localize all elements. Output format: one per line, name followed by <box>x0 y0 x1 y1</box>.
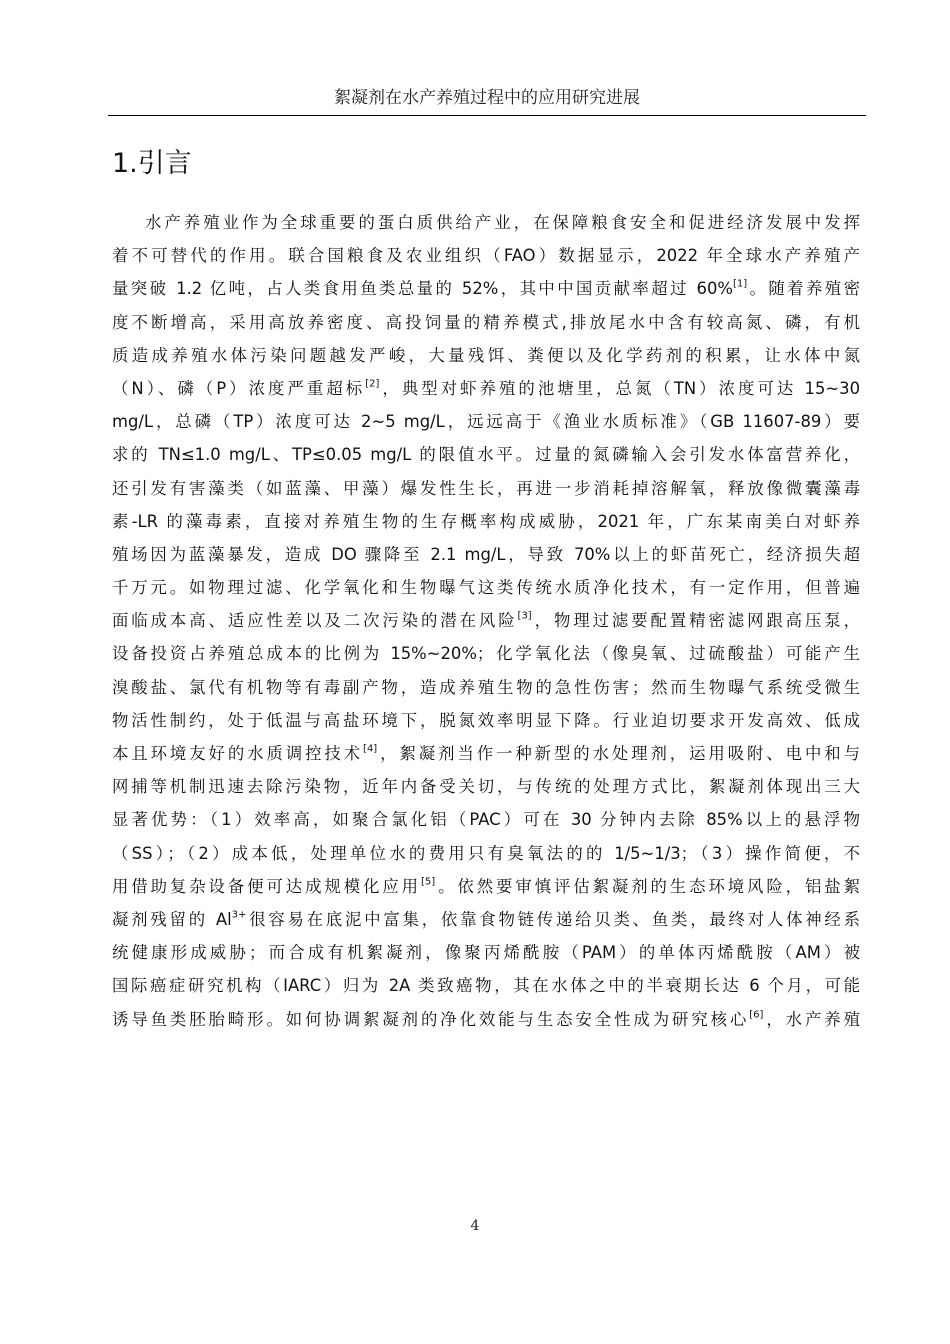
text-line: 水产养殖业作为全球重要的蛋白质供给产业，在保障粮食安全和促进经济发展中发挥 <box>145 213 860 232</box>
text-line: 溴酸盐、氯代有机物等有毒副产物，造成养殖生物的急性伤害；然而生物曝气系统受微生 <box>112 677 860 697</box>
superscript-charge: 3+ <box>231 909 247 921</box>
text-line: 凝剂残留的 $Al^{3+}$很容易在底泥中富集，依靠食物链传递给贝类、鱼类，最终对人体神经系 <box>112 909 860 929</box>
header-rule <box>108 115 866 116</box>
text-line: 统健康形成威胁；而合成有机絮凝剂，像聚丙烯酰胺（PAM）的单体丙烯酰胺（AM）被 <box>112 943 860 963</box>
text-line: 显著优势：（1）效率高，如聚合氯化铝（PAC）可在 30 分钟内去除 85%以上的悬浮物 <box>112 810 860 830</box>
text-line: 本且环境友好的水质调控技术[4]，絮凝剂当作一种新型的水处理剂，运用吸附、电中和与 <box>112 743 860 763</box>
text-line: 还引发有害藻类（如蓝藻、甲藻）爆发性生长，再进一步消耗掉溶解氧，释放像微囊藻毒 <box>112 478 860 498</box>
text-line: 度不断增高，采用高放养密度、高投饲量的精养模式,排放尾水中含有较高氮、磷，有机 <box>112 312 860 332</box>
text-line: （N）、磷（P）浓度严重超标[2]，典型对虾养殖的池塘里，总氮（TN）浓度可达 15~30 <box>112 378 860 398</box>
text-line: 素-LR 的藻毒素，直接对养殖生物的生存概率构成威胁，2021 年，广东某南美白对虾养 <box>112 511 860 531</box>
text-line: 质造成养殖水体污染问题越发严峻，大量残饵、粪便以及化学药剂的积累，让水体中氮 <box>112 345 860 365</box>
text-line: 求的 TN≤1.0 mg/L、TP≤0.05 mg/L 的限值水平。过量的氮磷输入会引发水体富营养化， <box>112 445 860 465</box>
citation-ref[interactable]: [1] <box>732 278 748 290</box>
text-line: mg/L，总磷（TP）浓度可达 2~5 mg/L，远远高于《渔业水质标准》（GB 11607-89）要 <box>112 412 860 432</box>
text-line: 诱导鱼类胚胎畸形。如何协调絮凝剂的净化效能与生态安全性成为研究核心[6]，水产养殖 <box>112 1009 861 1029</box>
text-line: 设备投资占养殖总成本的比例为 15%~20%；化学氧化法（像臭氧、过硫酸盐）可能产生 <box>112 644 860 664</box>
citation-ref[interactable]: [5] <box>420 876 436 888</box>
text-line: 网捕等机制迅速去除污染物，近年内备受关切，与传统的处理方式比，絮凝剂体现出三大 <box>112 777 860 797</box>
text-line: （SS）；（2）成本低，处理单位水的费用只有臭氧法的的 1/5~1/3；（3）操作简便，不 <box>112 843 860 863</box>
text-line: 殖场因为蓝藻暴发，造成 DO 骤降至 2.1 mg/L，导致 70%以上的虾苗死亡，经济损失超 <box>112 544 860 564</box>
text-line: 物活性制约，处于低温与高盐环境下，脱氮效率明显下降。行业迫切要求开发高效、低成 <box>112 710 860 730</box>
text-line: 国际癌症研究机构（IARC）归为 2A 类致癌物，其在水体之中的半衰期长达 6 个月，可能 <box>112 976 860 996</box>
text-line: 着不可替代的作用。联合国粮食及农业组织（FAO）数据显示，2022 年全球水产养殖产 <box>112 246 860 266</box>
text-line: 面临成本高、适应性差以及二次污染的潜在风险[3]，物理过滤要配置精密滤网跟高压泵， <box>112 610 861 631</box>
text-line: 千万元。如物理过滤、化学氧化和生物曝气这类传统水质净化技术，有一定作用，但普遍 <box>112 578 860 598</box>
text-line: 量突破 1.2 亿吨，占人类食用鱼类总量的 52%，其中中国贡献率超过 60%[1]。随着养殖密 <box>112 278 860 299</box>
citation-ref[interactable]: [4] <box>363 743 378 755</box>
section-title: 1.引言 <box>112 148 192 179</box>
text-line: 用借助复杂设备便可达成规模化应用[5]。依然要审慎评估絮凝剂的生态环境风险，铝盐絮 <box>112 876 861 896</box>
body-paragraph <box>112 206 860 1036</box>
citation-ref[interactable]: [6] <box>749 1009 764 1020</box>
page-number: 4 <box>470 1218 480 1234</box>
citation-ref[interactable]: [2] <box>365 378 380 390</box>
running-header: 絮凝剂在水产养殖过程中的应用研究进展 <box>334 88 640 108</box>
citation-ref[interactable]: [3] <box>517 610 532 622</box>
